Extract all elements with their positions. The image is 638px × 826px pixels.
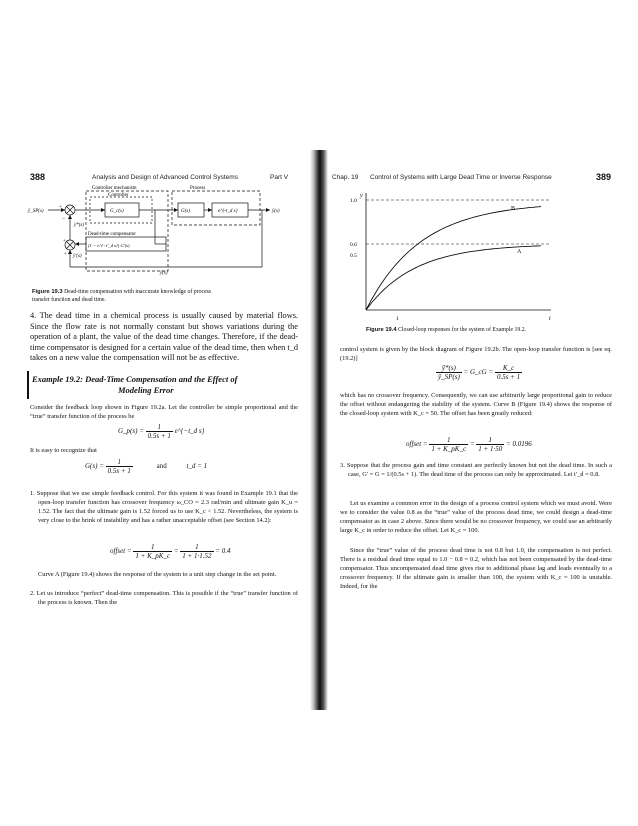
- item-4: 4. The dead time in a chemical process is usually caused by material flows. Since the flow rate is not normally constant but shows variations during the operation of a plant, the value of the dead time changes. Therefore, if the dead-time compensator is designed for a certain value of the dead time, then when t_d takes on a new value the compensation will not be as effective.: [30, 311, 298, 362]
- running-header: Analysis and Design of Advanced Control Systems: [92, 174, 238, 181]
- delay-label: e^{-t_d s}: [218, 209, 238, 214]
- series-label-B: B: [511, 206, 516, 213]
- feedback-label: ȳ(s): [160, 271, 168, 276]
- part-label: Part V: [270, 174, 289, 181]
- equation-gp: G_p(s) = $\frac{1}{0.5s + 1}$ e^{−t_d s}: [118, 423, 205, 440]
- plus-sign-3: +: [64, 252, 67, 257]
- plus-sign-2: +: [63, 239, 66, 244]
- output-label: ȳ(s): [272, 209, 280, 214]
- x-tick-label: 1: [396, 316, 399, 322]
- series-line-A: [366, 246, 541, 310]
- series-line-B: [366, 207, 541, 310]
- running-header: Control of Systems with Large Dead Time or Inverse Response: [370, 174, 552, 181]
- x-axis-label: t: [549, 316, 551, 322]
- equation-offset-1: offset = $\frac{1}{1 + K\_pK\_c}$ = $\frac{1}{1 + 1\cdot 1.52}$ = 0.4: [110, 543, 231, 560]
- example-marker-bar: [27, 371, 29, 399]
- setpoint-label: ȳ_SP(s): [28, 209, 44, 214]
- plus-sign: +: [59, 205, 62, 210]
- controller-label: Controller: [108, 193, 129, 198]
- right-para-4: Since the “true” value of the process dead time is not 0.8 but 1.0, the compensation is not perfect. There is a residual dead time equal to 1.0 − 0.8 = 0.2, which has not been compensated by the dead-time compensator. Thus uncompensated dead time gives rise to additional phase lag and leads eventually to a crossover frequency. If the ultimate gain is smaller than 100, the system with K_c = 100 is unstable. Indeed, for the: [340, 547, 612, 590]
- item-3: 3. Suppose that the process gain and time constant are perfectly known but not the dead time. In such a case, G′ = G = 1/(0.5s + 1). The dead time of the process can only be approximated. Let t′_d = 0.8.: [340, 462, 612, 478]
- dtc-block-label: (1 − e^{−t'_d s}) G'(s): [88, 243, 130, 248]
- right-para-2: which has no crossover frequency. Consequently, we can use arbitrarily large proportional gain to reduce the offset without endangering the stability of the system. Curve B (Figure 19.4) shows the response of the closed-loop system with K_c = 50. The offset has been greatly reduced:: [340, 392, 612, 417]
- right-para-3: Let us examine a common error in the design of a process control system which we must avoid. Were we to consider the value 0.8 as the “true” value of the process dead time, we could design a dead-time compensator as in case 2 above. Since there would be no crossover frequency, we could use an arbitrarily large K_c in order to reduce the offset. Let K_c = 100.: [340, 500, 612, 534]
- y-tick-label: 1.0: [350, 198, 357, 204]
- minus-sign: −: [62, 216, 66, 222]
- g-label: G(s): [181, 209, 190, 214]
- example-title-line1: Example 19.2: Dead-Time Compensation and the Effect of: [32, 374, 238, 384]
- series-label-A: A: [517, 249, 522, 255]
- block-diagram: [30, 185, 300, 277]
- example-para-1: Consider the feedback loop shown in Figure 19.2a. Let the controller be simple proportional and the “true” transfer function of the process be: [30, 404, 298, 420]
- ystar-label: ȳ*(s): [74, 223, 84, 228]
- example-title-line2: Modeling Error: [118, 385, 174, 395]
- equation-offset-2: offset = $\frac{1}{1 + K\_pK\_c}$ = $\frac{1}{1 + 1\cdot 50}$ = 0.0196: [406, 436, 532, 453]
- figure-19-4-caption: Figure 19.4 Closed-loop responses for the system of Example 19.2.: [366, 327, 527, 333]
- y-tick-label: 0.6: [350, 242, 357, 248]
- equation-g: G(s) = $\frac{1}{0.5s + 1}$ and t_d = 1: [85, 458, 208, 475]
- item-2: 2. Let us introduce “perfect” dead-time compensation. This is possible if the “true” transfer function of the process is known. Then the: [30, 590, 298, 606]
- left-page: [0, 0, 312, 826]
- equation-open-loop: $\frac{ȳ*(s)}{ȳ\_SP(s)}$ = G_cG = $\frac{K\_c}{0.5s + 1}$: [438, 364, 521, 381]
- gc-label: G_c(s): [110, 209, 124, 214]
- yprime-label: ȳ'(s): [73, 254, 82, 259]
- y-axis-label: y: [360, 193, 363, 199]
- figure-19-3-caption: Figure 19.3 Dead-time compensation with inaccurate knowledge of process transfer function and dead time.: [32, 289, 212, 303]
- controller-mechanism-label: Controller mechanism: [92, 186, 137, 191]
- dtc-label: Dead-time compensator: [88, 232, 136, 237]
- curve-a-text: Curve A (Figure 19.4) shows the response of the system to a unit step change in the set point.: [38, 571, 277, 578]
- right-page: [326, 0, 638, 826]
- chapter-label: Chap. 19: [332, 174, 359, 181]
- y-tick-label: 0.5: [350, 253, 357, 259]
- page-number: 389: [596, 172, 612, 182]
- right-para-1: control system is given by the block diagram of Figure 19.2b. The open-loop transfer function is [see eq. (19.2)]: [340, 346, 612, 362]
- figure-19-4-chart: [336, 185, 566, 325]
- page-number: 388: [30, 172, 46, 182]
- easy-text: It is easy to recognize that: [30, 447, 97, 454]
- process-label: Process: [190, 186, 206, 191]
- item-1: 1. Suppose that we use simple feedback control. For this system it was found in Example 19.1 that the open-loop transfer function has crossover frequency ω_CO = 2.3 rad/min and ultimate gain K_u = 1.52. The fact that the ultimate gain is 1.52 forced us to use K_c < 1.52. Nevertheless, the system is very close to the brink of instability and has a rather unacceptable offset (see Section 14.2):: [30, 490, 298, 524]
